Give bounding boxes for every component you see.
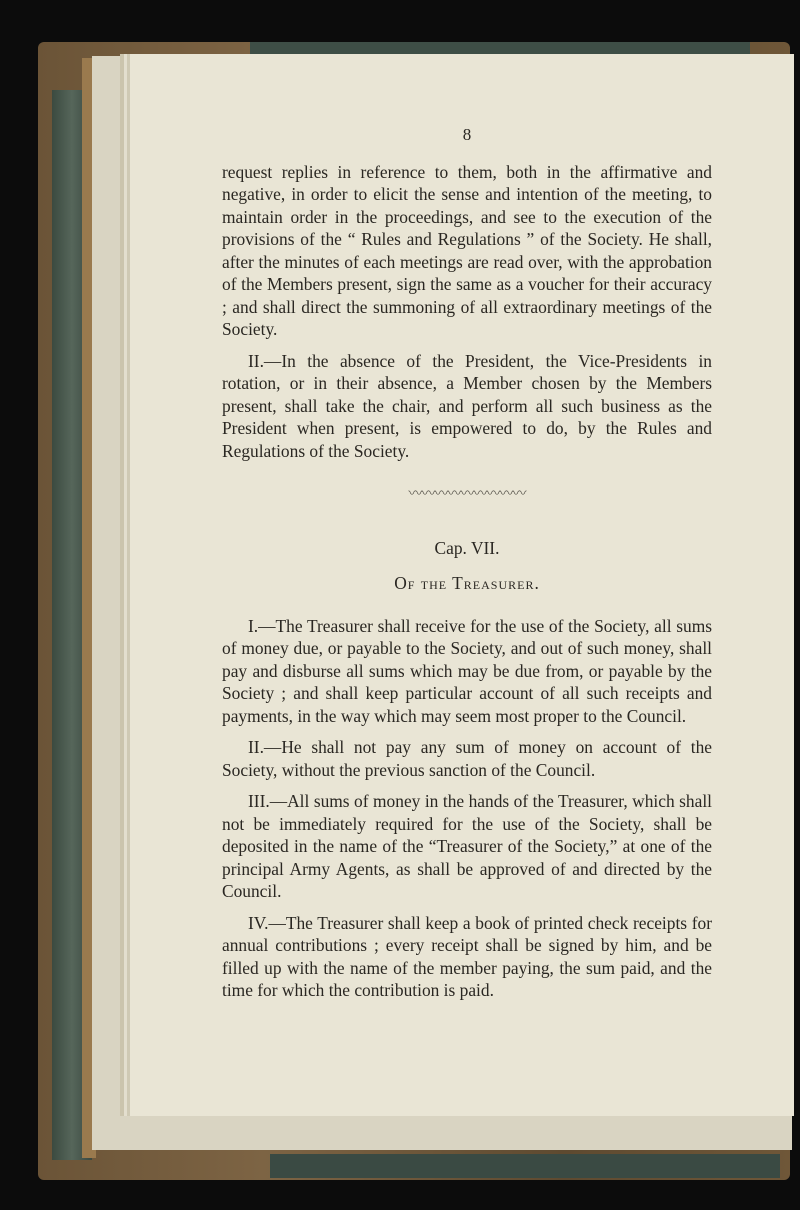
cover-cloth-bottom	[270, 1154, 780, 1178]
section-heading: Of the Treasurer.	[394, 573, 540, 593]
chapter-title: Cap. VII.	[434, 537, 500, 558]
paragraph-rule-ii: II.—In the absence of the President, the Vice-Presidents in rotation, or in their absence, a Member chosen by the Members present, shall take the chair, and perform all such business as the President when present, is empowered to do, by the Rules and Regulations of the Society.	[222, 350, 712, 461]
page-text	[222, 124, 712, 1011]
paragraph-treasurer-iv: IV.—The Treasurer shall keep a book of printed check receipts for annual contributions ; every receipt shall be signed by him, and be filled up with the name of the member paying, the sum paid, and the time for which the contribution is paid.	[222, 912, 712, 1000]
paragraph-treasurer-iii: III.—All sums of money in the hands of the Treasurer, which shall not be immediately required for the use of the Society, shall be deposited in the name of the “Treasurer of the Society,” at one of the principal Army Agents, as shall be approved of and directed by the Council.	[222, 791, 712, 901]
paragraph-treasurer-i: I.—The Treasurer shall receive for the use of the Society, all sums of money due, or payable to the Society, and out of such money, shall pay and disburse all sums which may be due from, or payable by the Society ; and shall keep particular account of all such receipts and payments, in the way which may seem most proper to the Council.	[222, 615, 712, 726]
page-number: 8	[462, 125, 472, 144]
paragraph-continued: request replies in reference to them, both in the affirmative and negative, in order to elicit the sense and intention of the meeting, to maintain order in the proceedings, and see to the execution of the provisions of the “ Rules and Regulations ” of the Society. He shall, after the minutes of each meetings are read over, with the approbation of the Members present, sign the same as a voucher for their accuracy ; and shall direct the summoning of all extraordinary meetings of the Society.	[222, 161, 712, 339]
paragraph-treasurer-ii: II.—He shall not pay any sum of money on account of the Society, without the previous sanction of the Council.	[222, 737, 712, 780]
ornamental-divider: 〰〰〰〰〰〰〰〰〰	[408, 487, 526, 502]
